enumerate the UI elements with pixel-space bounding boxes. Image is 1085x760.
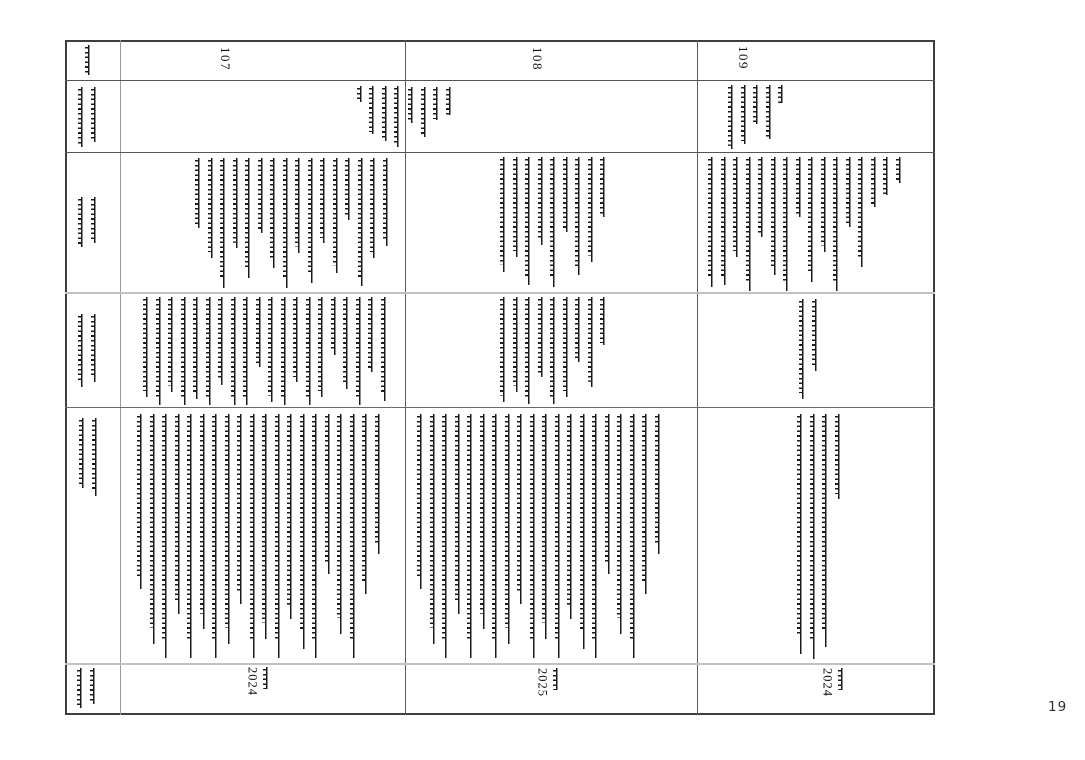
script-line	[588, 297, 596, 387]
cell-109-year	[697, 663, 935, 715]
script-line	[175, 414, 183, 614]
script-line	[362, 414, 370, 594]
script-line	[91, 314, 99, 382]
script-line	[325, 414, 333, 574]
item-number: 109	[736, 46, 751, 70]
script-line	[588, 157, 596, 262]
script-line	[442, 414, 450, 658]
script-line	[79, 418, 87, 488]
script-line	[771, 157, 779, 275]
script-line	[375, 414, 383, 554]
script-line	[812, 299, 820, 371]
cell-107-name	[120, 80, 405, 152]
script-line	[143, 297, 151, 397]
script-line	[225, 414, 233, 644]
script-line	[783, 157, 791, 291]
script-line	[858, 157, 866, 267]
year-block	[246, 667, 271, 696]
script-line	[655, 414, 663, 554]
script-line	[617, 414, 625, 634]
cell-108-description	[405, 292, 697, 407]
script-line	[580, 414, 588, 649]
table-grid	[65, 40, 935, 715]
script-line	[797, 414, 805, 654]
script-line	[92, 418, 100, 496]
script-line	[150, 414, 158, 644]
script-line	[513, 297, 521, 392]
script-line	[728, 85, 736, 149]
script-line	[821, 157, 829, 252]
script-line	[156, 297, 164, 405]
script-line	[563, 297, 571, 397]
script-line	[283, 158, 291, 288]
script-line	[846, 157, 854, 227]
script-line	[417, 414, 425, 589]
script-line	[281, 297, 289, 405]
script-line	[822, 414, 830, 647]
script-line	[408, 87, 416, 123]
script-line	[206, 297, 214, 405]
script-line	[733, 157, 741, 257]
script-line	[137, 414, 145, 589]
cell-109-goal	[697, 152, 935, 292]
cell-109-description	[697, 292, 935, 407]
script-block	[78, 197, 99, 247]
script-line	[268, 297, 276, 402]
script-line	[746, 157, 754, 291]
script-line	[233, 158, 241, 248]
script-line	[500, 297, 508, 402]
year-block	[821, 668, 846, 697]
script-line	[538, 157, 546, 245]
script-block	[708, 157, 904, 291]
script-line	[758, 157, 766, 237]
script-line	[421, 87, 429, 137]
year-block	[536, 668, 561, 697]
year-value: 2025	[535, 668, 550, 697]
script-line	[295, 158, 303, 253]
script-block	[78, 314, 99, 387]
script-line	[592, 414, 600, 658]
script-line	[835, 414, 843, 499]
cell-109-name	[697, 80, 935, 152]
script-line	[550, 157, 558, 287]
script-line	[231, 297, 239, 405]
script-line	[630, 414, 638, 658]
script-line	[383, 158, 391, 246]
cell-107-goal	[120, 152, 405, 292]
year-value: 2024	[820, 668, 835, 697]
script-block	[143, 297, 389, 405]
script-line	[368, 297, 376, 372]
script-line	[245, 158, 253, 278]
script-line	[799, 299, 807, 399]
script-line	[181, 297, 189, 405]
script-line	[168, 297, 176, 392]
script-line	[575, 297, 583, 362]
script-line	[433, 87, 441, 120]
script-line	[838, 668, 846, 690]
header-cell-goal	[65, 152, 120, 292]
script-line	[345, 158, 353, 220]
script-line	[513, 157, 521, 257]
cell-107-description	[120, 292, 405, 407]
script-line	[778, 85, 786, 103]
script-block	[500, 297, 608, 404]
script-line	[258, 158, 266, 233]
script-line	[350, 414, 358, 658]
table	[65, 40, 935, 715]
script-line	[500, 157, 508, 272]
year-value: 2024	[245, 667, 260, 696]
script-line	[337, 414, 345, 634]
script-line	[833, 157, 841, 291]
cell-108-number	[405, 40, 697, 80]
script-block	[137, 414, 383, 658]
script-line	[162, 414, 170, 658]
script-line	[77, 668, 85, 708]
script-line	[195, 158, 203, 228]
script-line	[575, 157, 583, 275]
script-line	[538, 297, 546, 377]
script-block	[408, 87, 454, 137]
cell-107-number	[120, 40, 405, 80]
item-number: 107	[218, 47, 233, 71]
script-block	[500, 157, 608, 287]
cell-107-result	[120, 407, 405, 663]
cell-108-name	[405, 80, 697, 152]
script-line	[810, 414, 818, 659]
script-line	[187, 414, 195, 658]
header-cell-name	[65, 80, 120, 152]
script-line	[275, 414, 283, 658]
script-line	[237, 414, 245, 604]
script-line	[455, 414, 463, 614]
script-line	[263, 667, 271, 689]
script-line	[382, 86, 390, 141]
script-line	[430, 414, 438, 644]
script-line	[356, 297, 364, 405]
script-line	[517, 414, 525, 604]
script-block	[85, 45, 93, 75]
script-block	[77, 668, 98, 708]
script-line	[808, 157, 816, 282]
script-line	[293, 297, 301, 382]
script-line	[91, 197, 99, 243]
script-line	[492, 414, 500, 658]
script-line	[525, 157, 533, 285]
script-line	[555, 414, 563, 658]
script-line	[600, 297, 608, 345]
cell-109-number	[697, 40, 935, 80]
script-line	[90, 668, 98, 704]
script-line	[218, 297, 226, 385]
script-line	[333, 158, 341, 273]
header-cell-number	[65, 40, 120, 80]
script-block	[797, 414, 843, 659]
script-line	[446, 87, 454, 115]
script-line	[480, 414, 488, 629]
script-line	[85, 45, 93, 75]
script-line	[220, 158, 228, 288]
script-line	[370, 158, 378, 258]
script-line	[550, 297, 558, 404]
script-line	[78, 197, 86, 247]
script-line	[250, 414, 258, 658]
script-line	[741, 85, 749, 144]
script-line	[300, 414, 308, 649]
script-line	[563, 157, 571, 232]
script-line	[306, 297, 314, 405]
script-line	[357, 86, 365, 102]
script-block	[357, 86, 403, 147]
script-block	[78, 87, 99, 147]
item-number: 108	[530, 47, 545, 71]
script-line	[331, 297, 339, 355]
header-cell-year	[65, 663, 120, 715]
script-block	[728, 85, 786, 149]
cell-108-year	[405, 663, 697, 715]
cell-108-goal	[405, 152, 697, 292]
script-line	[91, 87, 99, 142]
script-line	[883, 157, 891, 195]
script-line	[270, 158, 278, 268]
script-line	[308, 158, 316, 283]
script-line	[287, 414, 295, 619]
script-line	[896, 157, 904, 183]
script-line	[796, 157, 804, 217]
script-line	[553, 668, 561, 690]
script-line	[369, 86, 377, 134]
script-block	[417, 414, 663, 658]
script-line	[358, 158, 366, 286]
script-line	[871, 157, 879, 207]
script-line	[394, 86, 402, 147]
script-line	[212, 414, 220, 658]
script-line	[530, 414, 538, 658]
script-line	[753, 85, 761, 124]
header-cell-description	[65, 292, 120, 407]
cell-109-result	[697, 407, 935, 663]
script-line	[600, 157, 608, 217]
script-line	[193, 297, 201, 399]
script-block	[799, 299, 820, 399]
script-line	[721, 157, 729, 285]
script-line	[343, 297, 351, 389]
page-number: 19	[1048, 699, 1068, 715]
script-block	[195, 158, 391, 288]
script-line	[208, 158, 216, 258]
script-line	[708, 157, 716, 287]
script-line	[320, 158, 328, 243]
script-line	[467, 414, 475, 658]
cell-107-year	[120, 663, 405, 715]
script-line	[200, 414, 208, 629]
script-line	[525, 297, 533, 404]
cell-108-result	[405, 407, 697, 663]
script-line	[766, 85, 774, 139]
script-line	[243, 297, 251, 405]
script-line	[78, 87, 86, 147]
script-line	[78, 314, 86, 387]
script-line	[318, 297, 326, 397]
script-line	[642, 414, 650, 594]
script-line	[505, 414, 513, 644]
script-line	[542, 414, 550, 639]
script-line	[312, 414, 320, 658]
script-line	[381, 297, 389, 401]
script-line	[262, 414, 270, 639]
header-cell-result	[65, 407, 120, 663]
script-line	[256, 297, 264, 367]
script-block	[79, 418, 100, 496]
script-line	[567, 414, 575, 619]
script-line	[605, 414, 613, 574]
